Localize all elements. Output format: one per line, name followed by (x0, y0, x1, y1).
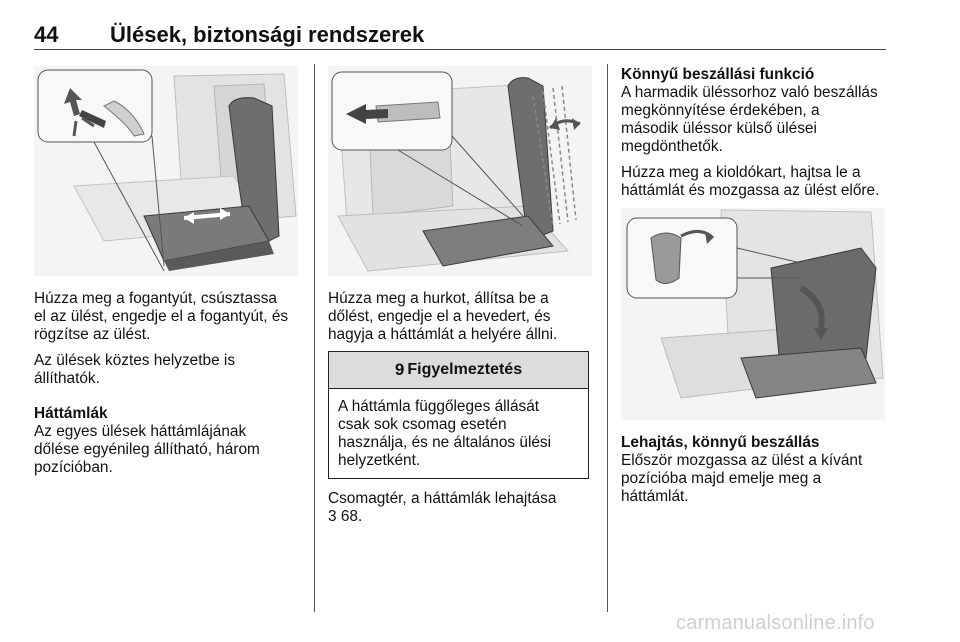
text-line: Csomagtér, a háttámlák lehajtása (328, 490, 557, 507)
text-line: A harmadik üléssorhoz való beszállás (621, 84, 878, 101)
figure-backrest-angle (328, 66, 592, 276)
text-line: háttámlát és mozgassa az ülést előre. (621, 182, 880, 199)
text-line: helyzetként. (338, 452, 421, 469)
page-number: 44 (34, 22, 59, 47)
text-line: Az egyes ülések háttámlájának (34, 423, 247, 440)
text-line: el az ülést, engedje el a fogantyút, és (34, 308, 289, 325)
text-line: Először mozgassa az ülést a kívánt (621, 452, 863, 469)
col2-text-bottom (328, 490, 598, 526)
text-line: Az ülések köztes helyzetbe is (34, 352, 236, 369)
text-line: használja, és ne általános ülési (338, 434, 552, 451)
warning-title: Figyelmeztetés (407, 361, 523, 378)
text-line: pozícióban. (34, 459, 113, 476)
text-line: második üléssor külső ülései (621, 120, 817, 137)
column-divider-1 (314, 64, 315, 612)
warning-header (329, 352, 588, 389)
text-line: állíthatók. (34, 370, 100, 387)
col3-text-top (621, 66, 891, 200)
header-rule (34, 49, 886, 50)
text-line: A háttámla függőleges állását (338, 398, 540, 415)
col2-text (328, 290, 598, 344)
warning-body (329, 389, 588, 470)
section-heading: Könnyű beszállási funkció (621, 66, 815, 83)
text-line: Húzza meg a fogantyút, csúsztassa (34, 290, 277, 307)
text-line: megkönnyítése érdekében, a (621, 102, 820, 119)
figure-easy-entry (621, 208, 885, 420)
text-line: dőlése egyénileg állítható, három (34, 441, 260, 458)
text-line: háttámlát. (621, 488, 689, 505)
warning-icon: 9 (394, 360, 405, 379)
warning-box (328, 351, 589, 479)
page-header (34, 22, 886, 52)
text-line: rögzítse az ülést. (34, 326, 151, 343)
figure-seat-slide (34, 66, 298, 276)
reference-page: 68. (340, 508, 363, 525)
text-line: Húzza meg a hurkot, állítsa be a (328, 290, 549, 307)
section-heading: Lehajtás, könnyű beszállás (621, 434, 820, 451)
page-title: Ülések, biztonsági rendszerek (110, 22, 425, 47)
watermark: carmanualsonline.info (676, 612, 875, 634)
arrow-icon: 3 (328, 508, 337, 525)
cross-reference[interactable] (328, 508, 598, 526)
text-line: hagyja a háttámlát a helyére állni. (328, 326, 558, 343)
column-divider-2 (607, 64, 608, 612)
text-line: pozícióba majd emelje meg a (621, 470, 822, 487)
text-line: Húzza meg a kioldókart, hajtsa le a (621, 164, 861, 181)
section-heading: Háttámlák (34, 405, 108, 422)
col3-text-bottom (621, 434, 891, 506)
text-line: dőlést, engedje el a hevedert, és (328, 308, 551, 325)
text-line: csak sok csomag esetén (338, 416, 507, 433)
text-line: megdönthetők. (621, 138, 723, 155)
col1-text (34, 290, 304, 477)
